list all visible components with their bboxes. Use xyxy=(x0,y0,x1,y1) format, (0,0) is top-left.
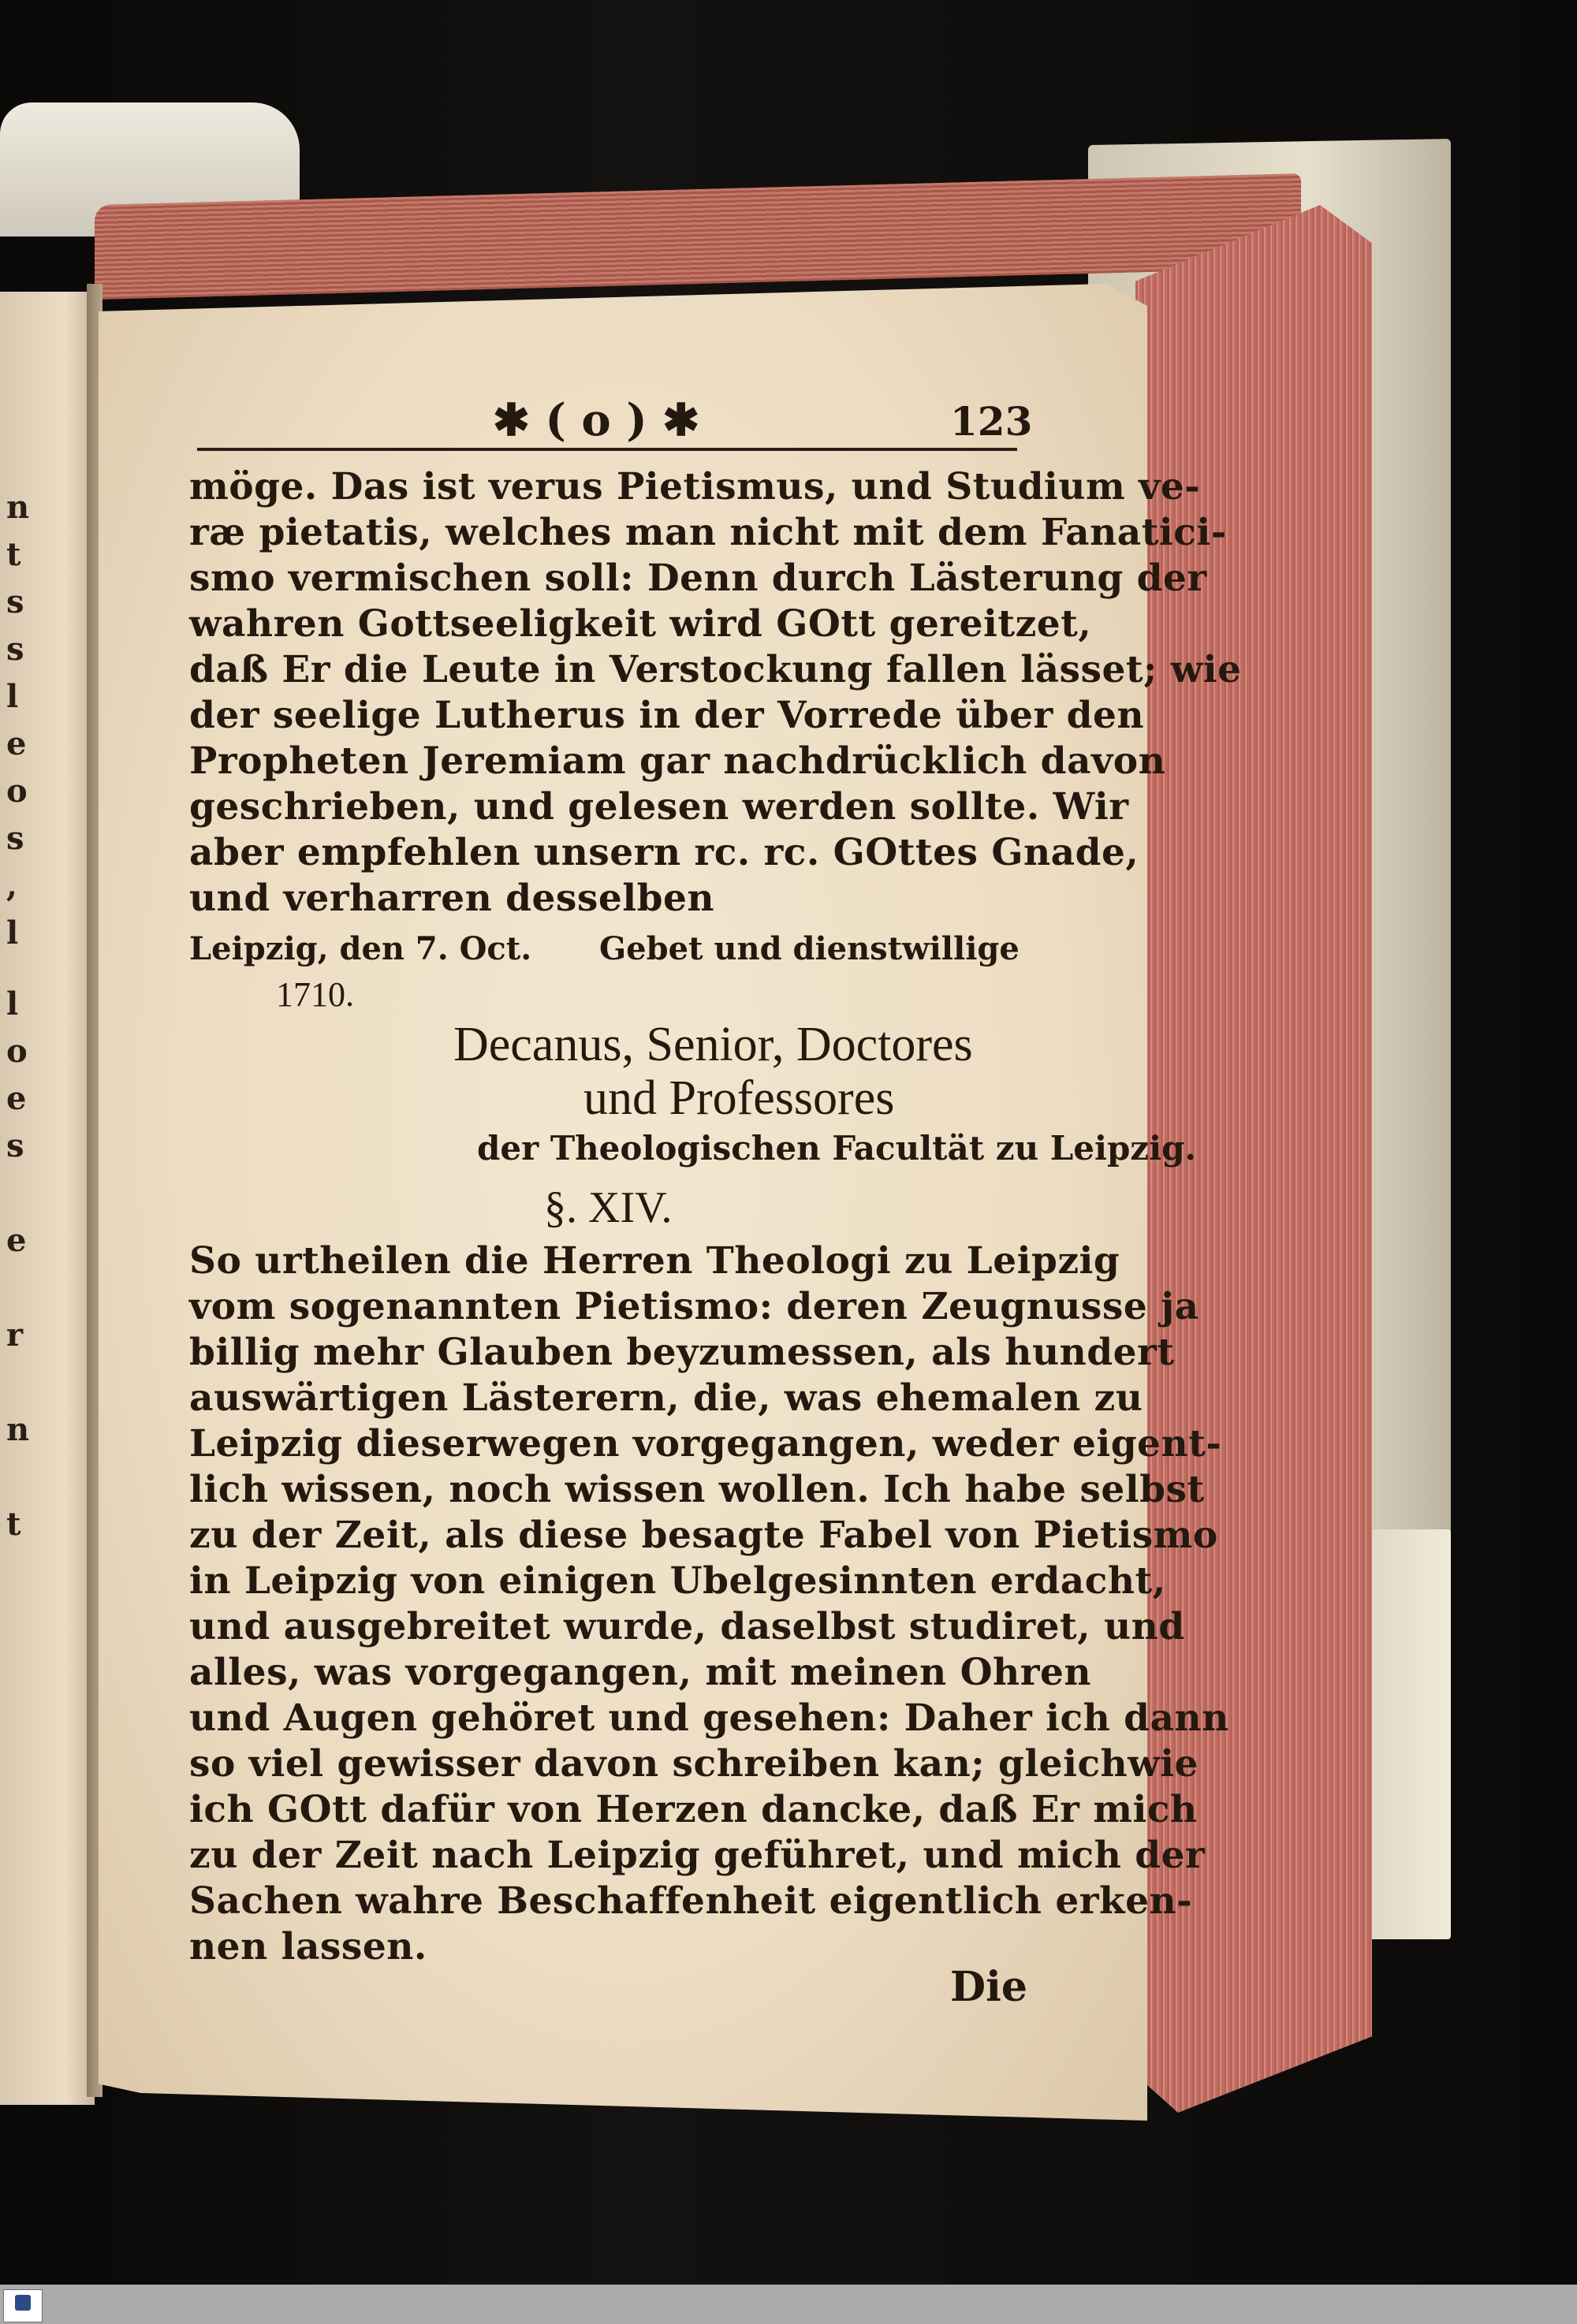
paragraph-line: vom sogenannten Pietismo: deren Zeugnusse ja xyxy=(189,1285,1199,1328)
left-fragment: o xyxy=(6,1033,28,1070)
signatory-line-1: Decanus, Senior, Doctores xyxy=(453,1018,973,1071)
left-fragment: s xyxy=(6,820,24,857)
body-line: möge. Das ist verus Pietismus, und Studium ve- xyxy=(189,465,1201,508)
header-rule xyxy=(197,448,1017,451)
library-logo-icon[interactable] xyxy=(3,2289,43,2322)
left-fragment: r xyxy=(6,1317,24,1354)
left-fragment: s xyxy=(6,631,24,668)
left-fragment: n xyxy=(6,1411,30,1448)
viewer-status-bar xyxy=(0,2285,1577,2324)
left-fragment: l xyxy=(6,914,19,952)
paragraph-line: nen lassen. xyxy=(189,1925,427,1968)
left-fragment: l xyxy=(6,985,19,1022)
page-number: 123 xyxy=(950,398,1033,445)
header-ornament: ✱ ( o ) ✱ xyxy=(493,394,700,446)
body-line: und verharren desselben xyxy=(189,877,715,920)
signature-place-date: Leipzig, den 7. Oct. xyxy=(189,930,532,967)
body-line: daß Er die Leute in Verstockung fallen lässet; wie xyxy=(189,648,1242,691)
paragraph-line: Sachen wahre Beschaffenheit eigentlich erken- xyxy=(189,1879,1193,1923)
signatory-line-2: und Professores xyxy=(583,1071,895,1125)
body-line: Propheten Jeremiam gar nachdrücklich davon xyxy=(189,739,1166,783)
left-fragment: e xyxy=(6,1222,27,1259)
paragraph-line: billig mehr Glauben beyzumessen, als hundert xyxy=(189,1331,1175,1374)
body-line: ræ pietatis, welches man nicht mit dem Fanatici- xyxy=(189,511,1227,554)
left-fragment: t xyxy=(6,1506,21,1543)
body-line: aber empfehlen unsern rc. rc. GOttes Gnade, xyxy=(189,831,1139,874)
left-fragment: s xyxy=(6,583,24,620)
paragraph-line: in Leipzig von einigen Ubelgesinnten erdacht, xyxy=(189,1559,1166,1603)
body-line: wahren Gottseeligkeit wird GOtt gereitzet, xyxy=(189,602,1092,646)
section-heading: §. XIV. xyxy=(544,1183,673,1232)
paragraph-line: und Augen gehöret und gesehen: Daher ich dann xyxy=(189,1696,1229,1740)
body-line: geschrieben, und gelesen werden sollte. Wir xyxy=(189,785,1129,829)
body-line: smo vermischen soll: Denn durch Lästerung der xyxy=(189,557,1207,600)
left-fragment: e xyxy=(6,725,27,762)
paragraph-line: Leipzig dieserwegen vorgegangen, weder eigent- xyxy=(189,1422,1222,1466)
faculty-line: der Theologischen Facultät zu Leipzig. xyxy=(477,1129,1197,1168)
left-fragment: n xyxy=(6,489,30,526)
paragraph-line: zu der Zeit nach Leipzig geführet, und mich der xyxy=(189,1834,1206,1877)
left-fragment: , xyxy=(6,867,17,904)
left-fragment: s xyxy=(6,1127,24,1164)
paragraph-line: lich wissen, noch wissen wollen. Ich habe selbst xyxy=(189,1468,1205,1511)
paragraph-line: alles, was vorgegangen, mit meinen Ohren xyxy=(189,1651,1092,1694)
paragraph-line: So urtheilen die Herren Theologi zu Leipzig xyxy=(189,1239,1120,1283)
paragraph-line: so viel gewisser davon schreiben kan; gleichwie xyxy=(189,1742,1199,1786)
signature-year: 1710. xyxy=(276,975,354,1014)
left-fragment: o xyxy=(6,773,28,810)
library-emblem-icon xyxy=(15,2295,31,2311)
catchword: Die xyxy=(950,1963,1027,2011)
left-fragment: e xyxy=(6,1080,27,1117)
paragraph-line: zu der Zeit, als diese besagte Fabel von Pietismo xyxy=(189,1514,1218,1557)
paragraph-line: auswärtigen Lästerern, die, was ehemalen zu xyxy=(189,1376,1143,1420)
paragraph-line: ich GOtt dafür von Herzen dancke, daß Er mich xyxy=(189,1788,1198,1831)
left-fragment: t xyxy=(6,536,21,573)
paragraph-line: und ausgebreitet wurde, daselbst studiret, und xyxy=(189,1605,1185,1648)
signature-service: Gebet und dienstwillige xyxy=(599,930,1020,967)
left-fragment: l xyxy=(6,678,19,715)
body-line: der seelige Lutherus in der Vorrede über den xyxy=(189,694,1145,737)
left-page-strip xyxy=(0,292,95,2105)
